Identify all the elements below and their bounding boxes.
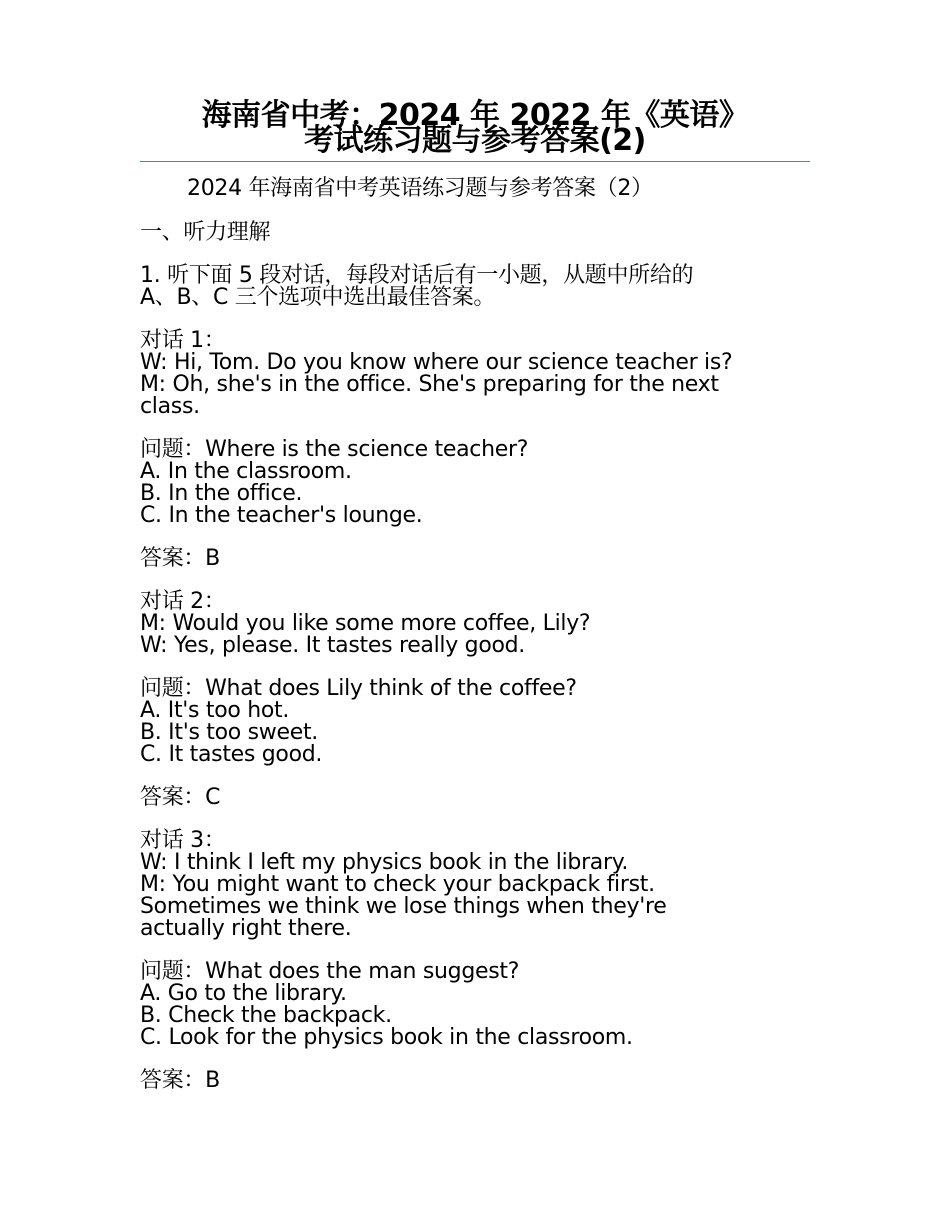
document-subtitle: 2024 年海南省中考英语练习题与参考答案（2） xyxy=(187,176,653,201)
title-divider xyxy=(140,161,810,162)
dialogue-2 xyxy=(140,591,820,657)
option-b: B. In the office. xyxy=(140,481,303,506)
document-body xyxy=(140,178,820,1113)
option-b: B. It's too sweet. xyxy=(140,720,318,745)
answer-3: 答案：B xyxy=(140,1068,220,1093)
instruction-line: A、B、C 三个选项中选出最佳答案。 xyxy=(140,285,496,310)
dialogue-line: actually right there. xyxy=(140,916,352,941)
question-1 xyxy=(140,439,820,527)
dialogue-line: class. xyxy=(140,394,200,419)
question-text: 问题：Where is the science teacher? xyxy=(140,437,529,462)
dialogue-label: 对话 1： xyxy=(140,328,226,353)
question-2 xyxy=(140,678,820,766)
dialogue-label: 对话 3： xyxy=(140,828,226,853)
option-a: A. It's too hot. xyxy=(140,698,290,723)
instruction-line: 1. 听下面 5 段对话，每段对话后有一小题，从题中所给的 xyxy=(140,263,694,288)
question-text: 问题：What does Lily think of the coffee? xyxy=(140,676,577,701)
dialogue-line: M: Would you like some more coffee, Lily? xyxy=(140,611,591,636)
dialogue-line: W: I think I left my physics book in the library. xyxy=(140,850,629,875)
title-line-2: 考试练习题与参考答案(2) xyxy=(304,123,646,158)
title-line-1: 海南省中考：2024 年 2022 年《英语》 xyxy=(201,98,749,133)
dialogue-line: W: Yes, please. It tastes really good. xyxy=(140,633,525,658)
dialogue-1 xyxy=(140,330,820,418)
dialogue-line: W: Hi, Tom. Do you know where our science teacher is? xyxy=(140,350,733,375)
dialogue-line: Sometimes we think we lose things when they're xyxy=(140,894,667,919)
option-b: B. Check the backpack. xyxy=(140,1003,392,1028)
dialogue-3 xyxy=(140,830,820,940)
option-c: C. Look for the physics book in the classroom. xyxy=(140,1025,633,1050)
option-a: A. In the classroom. xyxy=(140,459,352,484)
document-title xyxy=(140,98,810,158)
dialogue-line: M: Oh, she's in the office. She's preparing for the next xyxy=(140,372,719,397)
dialogue-line: M: You might want to check your backpack first. xyxy=(140,872,655,897)
question-3 xyxy=(140,961,820,1049)
answer-2: 答案：C xyxy=(140,785,221,810)
option-c: C. It tastes good. xyxy=(140,742,323,767)
section-heading: 一、听力理解 xyxy=(140,220,271,245)
instruction xyxy=(140,265,820,309)
question-text: 问题：What does the man suggest? xyxy=(140,959,520,984)
answer-1: 答案：B xyxy=(140,546,220,571)
option-c: C. In the teacher's lounge. xyxy=(140,503,423,528)
dialogue-label: 对话 2： xyxy=(140,589,226,614)
option-a: A. Go to the library. xyxy=(140,981,347,1006)
